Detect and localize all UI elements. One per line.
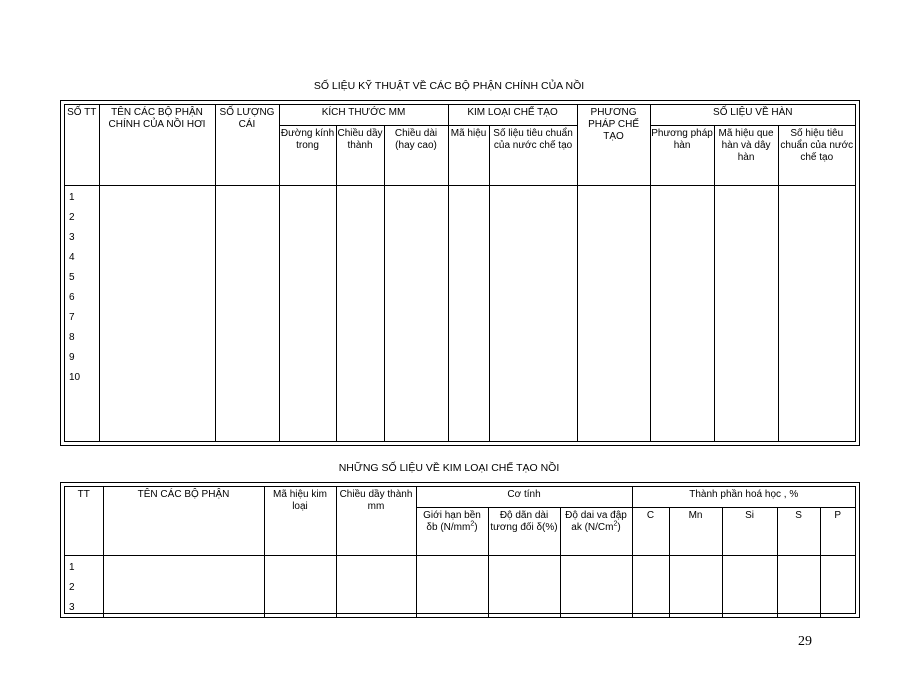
header-kich-thuoc: KÍCH THƯỚC MM [279,105,448,125]
table-cell [632,555,669,618]
table-cell [384,185,448,441]
header-co-tinh: Cơ tính [416,487,632,507]
table-cell [577,185,650,441]
header-do-dai-va-dap [560,507,632,555]
table-cell [777,555,820,618]
header-thanh-phan: Thành phần hoá học , % [632,487,855,507]
technical-data-table [65,105,855,441]
table-cell [279,185,336,441]
table-cell [714,185,778,441]
header-duong-kinh: Đường kính trong [279,125,336,185]
table1-frame [60,100,860,446]
header-ten-bo-phan: TÊN CÁC BỘ PHẬN CHÍNH CỦA NỒI HƠI [99,105,215,185]
row-number: 7 [69,311,75,323]
gioi-han-text: Giới hạn bền δb (N/mm [423,509,481,533]
header-so-lieu-han: SỐ LIỆU VỀ HÀN [650,105,855,125]
header-ma-hieu: Mã hiệu [448,125,489,185]
header-tt: TT [65,487,103,555]
row-number: 4 [69,251,75,263]
row-number: 9 [69,351,75,363]
row-number: 5 [69,271,75,283]
table-cell [336,555,416,618]
table-cell [488,555,560,618]
table-cell [448,185,489,441]
row-number-column [65,185,99,441]
table-cell [560,555,632,618]
do-dai-sup: 2 [613,520,618,528]
header-chieu-dai: Chiều dài (hay cao) [384,125,448,185]
page-number: 29 [798,634,812,649]
do-dai-text: Độ dai va đập ak (N/Cm [565,509,627,533]
row-number: 1 [69,191,75,203]
row-number: 2 [69,581,75,593]
header-chieu-day: Chiều dầy thành [336,125,384,185]
header-si: Si [722,507,777,555]
header-so-luong: SỐ LƯỢNG CÁI [215,105,279,185]
header-so-hieu-tieu-chuan: Số hiệu tiêu chuẩn của nước chế tạo [778,125,855,185]
table-cell [416,555,488,618]
header-mn: Mn [669,507,722,555]
row-number-column [65,555,103,618]
do-dai-close: ) [617,521,621,533]
header-ma-hieu-que-han: Mã hiệu que hàn và dây hàn [714,125,778,185]
header-phuong-phap-han: Phương pháp hàn [650,125,714,185]
table-cell [215,185,279,441]
header-so-lieu-tieu-chuan: Số liệu tiêu chuẩn của nước chế tạo [489,125,577,185]
table-cell [722,555,777,618]
table-cell [669,555,722,618]
table-cell [778,185,855,441]
header-do-dan-dai: Độ dãn dài tương đối δ(%) [488,507,560,555]
table-cell [264,555,336,618]
table-cell [103,555,264,618]
row-number: 3 [69,231,75,243]
row-number: 6 [69,291,75,303]
header-s: S [777,507,820,555]
metal-data-table [65,487,855,618]
row-number: 3 [69,601,75,613]
table2-title: NHỮNG SỐ LIỆU VỀ KIM LOẠI CHẾ TẠO NỒI [338,462,560,474]
table-cell [650,185,714,441]
header-p: P [820,507,855,555]
table1-inner [64,104,856,442]
row-number: 1 [69,561,75,573]
table2-inner [64,486,856,614]
row-number: 10 [69,371,81,383]
table-cell [820,555,855,618]
header-ma-hieu-kim-loai: Mã hiệu kim loại [264,487,336,555]
gioi-han-sup: 2 [470,520,475,528]
table-cell [99,185,215,441]
table1-title: SỐ LIỆU KỸ THUẬT VỀ CÁC BỘ PHẬN CHÍNH CỦA NỒI [313,80,585,92]
header-kim-loai: KIM LOẠI CHẾ TẠO [448,105,577,125]
header-so-tt: SỐ TT [65,105,99,185]
table2-frame [60,482,860,618]
header-gioi-han-ben [416,507,488,555]
header-c: C [632,507,669,555]
table-cell [336,185,384,441]
header-chieu-day-thanh: Chiều dầy thành mm [336,487,416,555]
header-phuong-phap: PHƯƠNG PHÁP CHẾ TẠO [577,105,650,185]
header-ten-bo-phan: TÊN CÁC BỘ PHẬN [103,487,264,555]
row-number: 2 [69,211,75,223]
row-number: 8 [69,331,75,343]
gioi-han-close: ) [474,521,478,533]
table-cell [489,185,577,441]
